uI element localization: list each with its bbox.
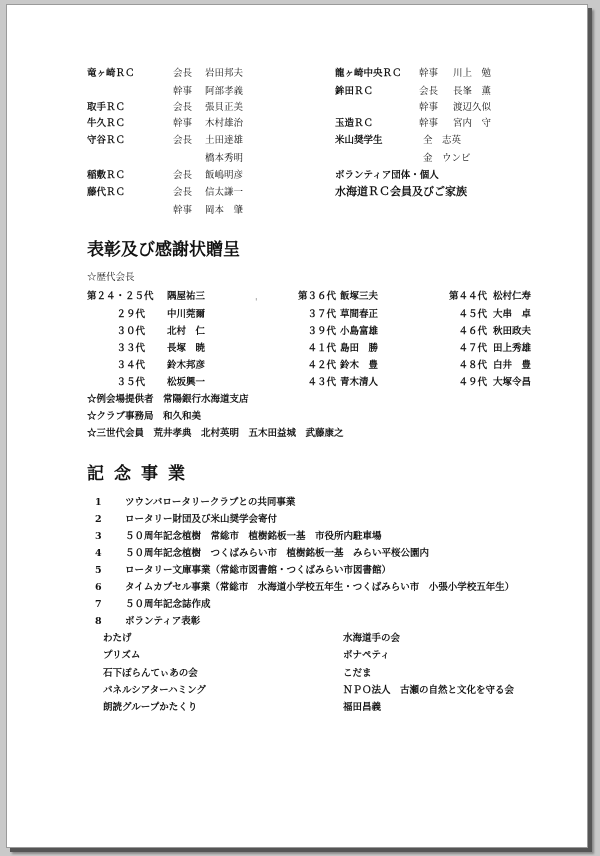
projects-heading: 記念事業 [87,464,195,484]
member-name: 土田達雄 [205,135,244,146]
club-name: 米山奨学生 [335,135,383,146]
president-generation: 第４４代 [448,291,487,302]
president-name: 中川莞爾 [167,309,206,320]
president-generation: ３５代 [116,377,145,388]
member-name: 金 ウンビ [423,153,471,164]
president-name: 草間春正 [340,309,379,320]
member-name: 信太謙一 [205,187,244,198]
club-role: 幹事 [173,118,193,129]
award-entry: ☆例会場提供者 常陽銀行水海道支店 [87,394,249,405]
club-role: 幹事 [419,102,439,113]
member-name: 川上 勉 [453,68,492,79]
president-generation: ３７代 [307,309,336,320]
president-name: 松坂興一 [167,377,206,388]
member-name: 渡辺久似 [453,102,492,113]
club-role: 会長 [173,68,193,79]
volunteer-name: 石下ぽらんてぃあの会 [103,668,198,679]
project-item: ロータリー財団及び米山奨学会寄付 [125,514,278,525]
president-generation: ３４代 [116,360,145,371]
president-name: 北村 仁 [167,326,206,337]
president-name: 鈴木 豊 [340,360,379,371]
family-label: 水海道ＲＣ会員及びご家族 [335,185,467,198]
club-name: 稲敷ＲＣ [87,170,126,181]
member-name: 宮内 守 [453,118,492,129]
president-name: 鈴木邦彦 [167,360,206,371]
project-number: 8 [95,616,102,627]
president-generation: ３９代 [307,326,336,337]
document-page [6,4,588,848]
president-name: 田上秀雄 [493,343,532,354]
project-item: ５０周年記念植樹 つくばみらい市 植樹銘板一基 みらい平桜公園内 [125,548,430,559]
president-generation: ４３代 [307,377,336,388]
president-generation: ４７代 [458,343,487,354]
club-name: 牛久ＲＣ [87,118,126,129]
club-name: 竜ヶ崎ＲＣ [87,68,135,79]
president-name: 秋田政夫 [493,326,532,337]
volunteer-name: プリズム [103,650,141,661]
member-name: 木村雄治 [205,118,244,129]
club-name: 玉造ＲＣ [335,118,374,129]
project-number: 5 [95,565,102,576]
president-generation: ３３代 [116,343,145,354]
volunteer-name: パネルシアターハミング [103,685,206,696]
project-item: タイムカプセル事業（常総市 水海道小学校五年生・つくばみらい市 小張小学校五年生） [125,582,515,593]
member-name: 全 志英 [423,135,462,146]
president-generation: 第２４・２５代 [87,291,154,302]
club-role: 会長 [173,187,193,198]
volunteer-name: わたげ [103,633,132,644]
president-name: 長塚 暁 [167,343,206,354]
member-name: 橋本秀明 [205,153,244,164]
member-name: 岡本 肇 [205,205,244,216]
project-item: ５０周年記念誌作成 [125,599,211,610]
awards-heading: 表彰及び感謝状贈呈 [87,240,240,260]
club-role: 会長 [173,170,193,181]
club-role: 幹事 [173,205,193,216]
volunteer-name: 水海道手の会 [343,633,401,644]
president-name: 青木清人 [340,377,379,388]
club-name: 鉾田ＲＣ [335,86,374,97]
president-name: 大串 卓 [493,309,532,320]
project-number: 7 [95,599,102,610]
club-role: 幹事 [419,68,439,79]
president-name: 白井 豊 [493,360,532,371]
project-number: 6 [95,582,102,593]
volunteer-name: ＮＰＯ法人 古瀬の自然と文化を守る会 [343,685,515,696]
member-name: 飯嶋明彦 [205,170,244,181]
volunteer-name: 福田昌義 [343,702,382,713]
volunteer-name: こだま [343,668,372,679]
president-name: 大塚令昌 [493,377,532,388]
club-role: 会長 [419,86,439,97]
project-item: ５０周年記念植樹 常総市 植樹銘板一基 市役所内駐車場 [125,531,382,542]
club-role: 幹事 [173,86,193,97]
volunteer-name: 朗読グループかたくり [103,702,198,713]
project-number: 1 [95,497,102,508]
project-item: ツウンバロータリークラブとの共同事業 [125,497,296,508]
president-generation: ４２代 [307,360,336,371]
project-number: 3 [95,531,102,542]
member-name: 長峯 薫 [453,86,492,97]
president-name: 隅屋祐三 [167,291,206,302]
volunteer-name: ボナペティ [343,650,390,661]
club-name: ボランティア団体・個人 [335,170,439,181]
president-generation: ３０代 [116,326,145,337]
president-generation: ２９代 [116,309,145,320]
president-generation: ４８代 [458,360,487,371]
member-name: 張貝正美 [205,102,244,113]
president-name: 島田 勝 [340,343,379,354]
president-name: 飯塚三夫 [340,291,379,302]
project-item: ボランティア表彰 [125,616,201,627]
project-number: 4 [95,548,102,559]
club-role: 幹事 [419,118,439,129]
president-generation: ４９代 [458,377,487,388]
past-presidents-label: ☆歴代会長 [87,272,135,283]
club-role: 会長 [173,102,193,113]
president-name: 松村仁寿 [493,291,532,302]
club-name: 取手ＲＣ [87,102,126,113]
club-name: 守谷ＲＣ [87,135,126,146]
project-item: ロータリー文庫事業（常総市図書館・つくばみらい市図書館） [125,565,392,576]
president-generation: ４６代 [458,326,487,337]
president-generation: ４１代 [307,343,336,354]
stray-mark: ' [255,298,258,308]
president-generation: ４５代 [458,309,487,320]
club-name: 藤代ＲＣ [87,187,126,198]
project-number: 2 [95,514,102,525]
president-name: 小島富雄 [340,326,379,337]
award-entry: ☆クラブ事務局 和久和美 [87,411,202,422]
award-entry: ☆三世代会員 荒井孝典 北村英明 五木田益城 武藤康之 [87,428,344,439]
member-name: 岩田邦夫 [205,68,244,79]
president-generation: 第３６代 [297,291,336,302]
member-name: 阿部孝義 [205,86,244,97]
club-name: 龍ヶ崎中央ＲＣ [335,68,402,79]
club-role: 会長 [173,135,193,146]
